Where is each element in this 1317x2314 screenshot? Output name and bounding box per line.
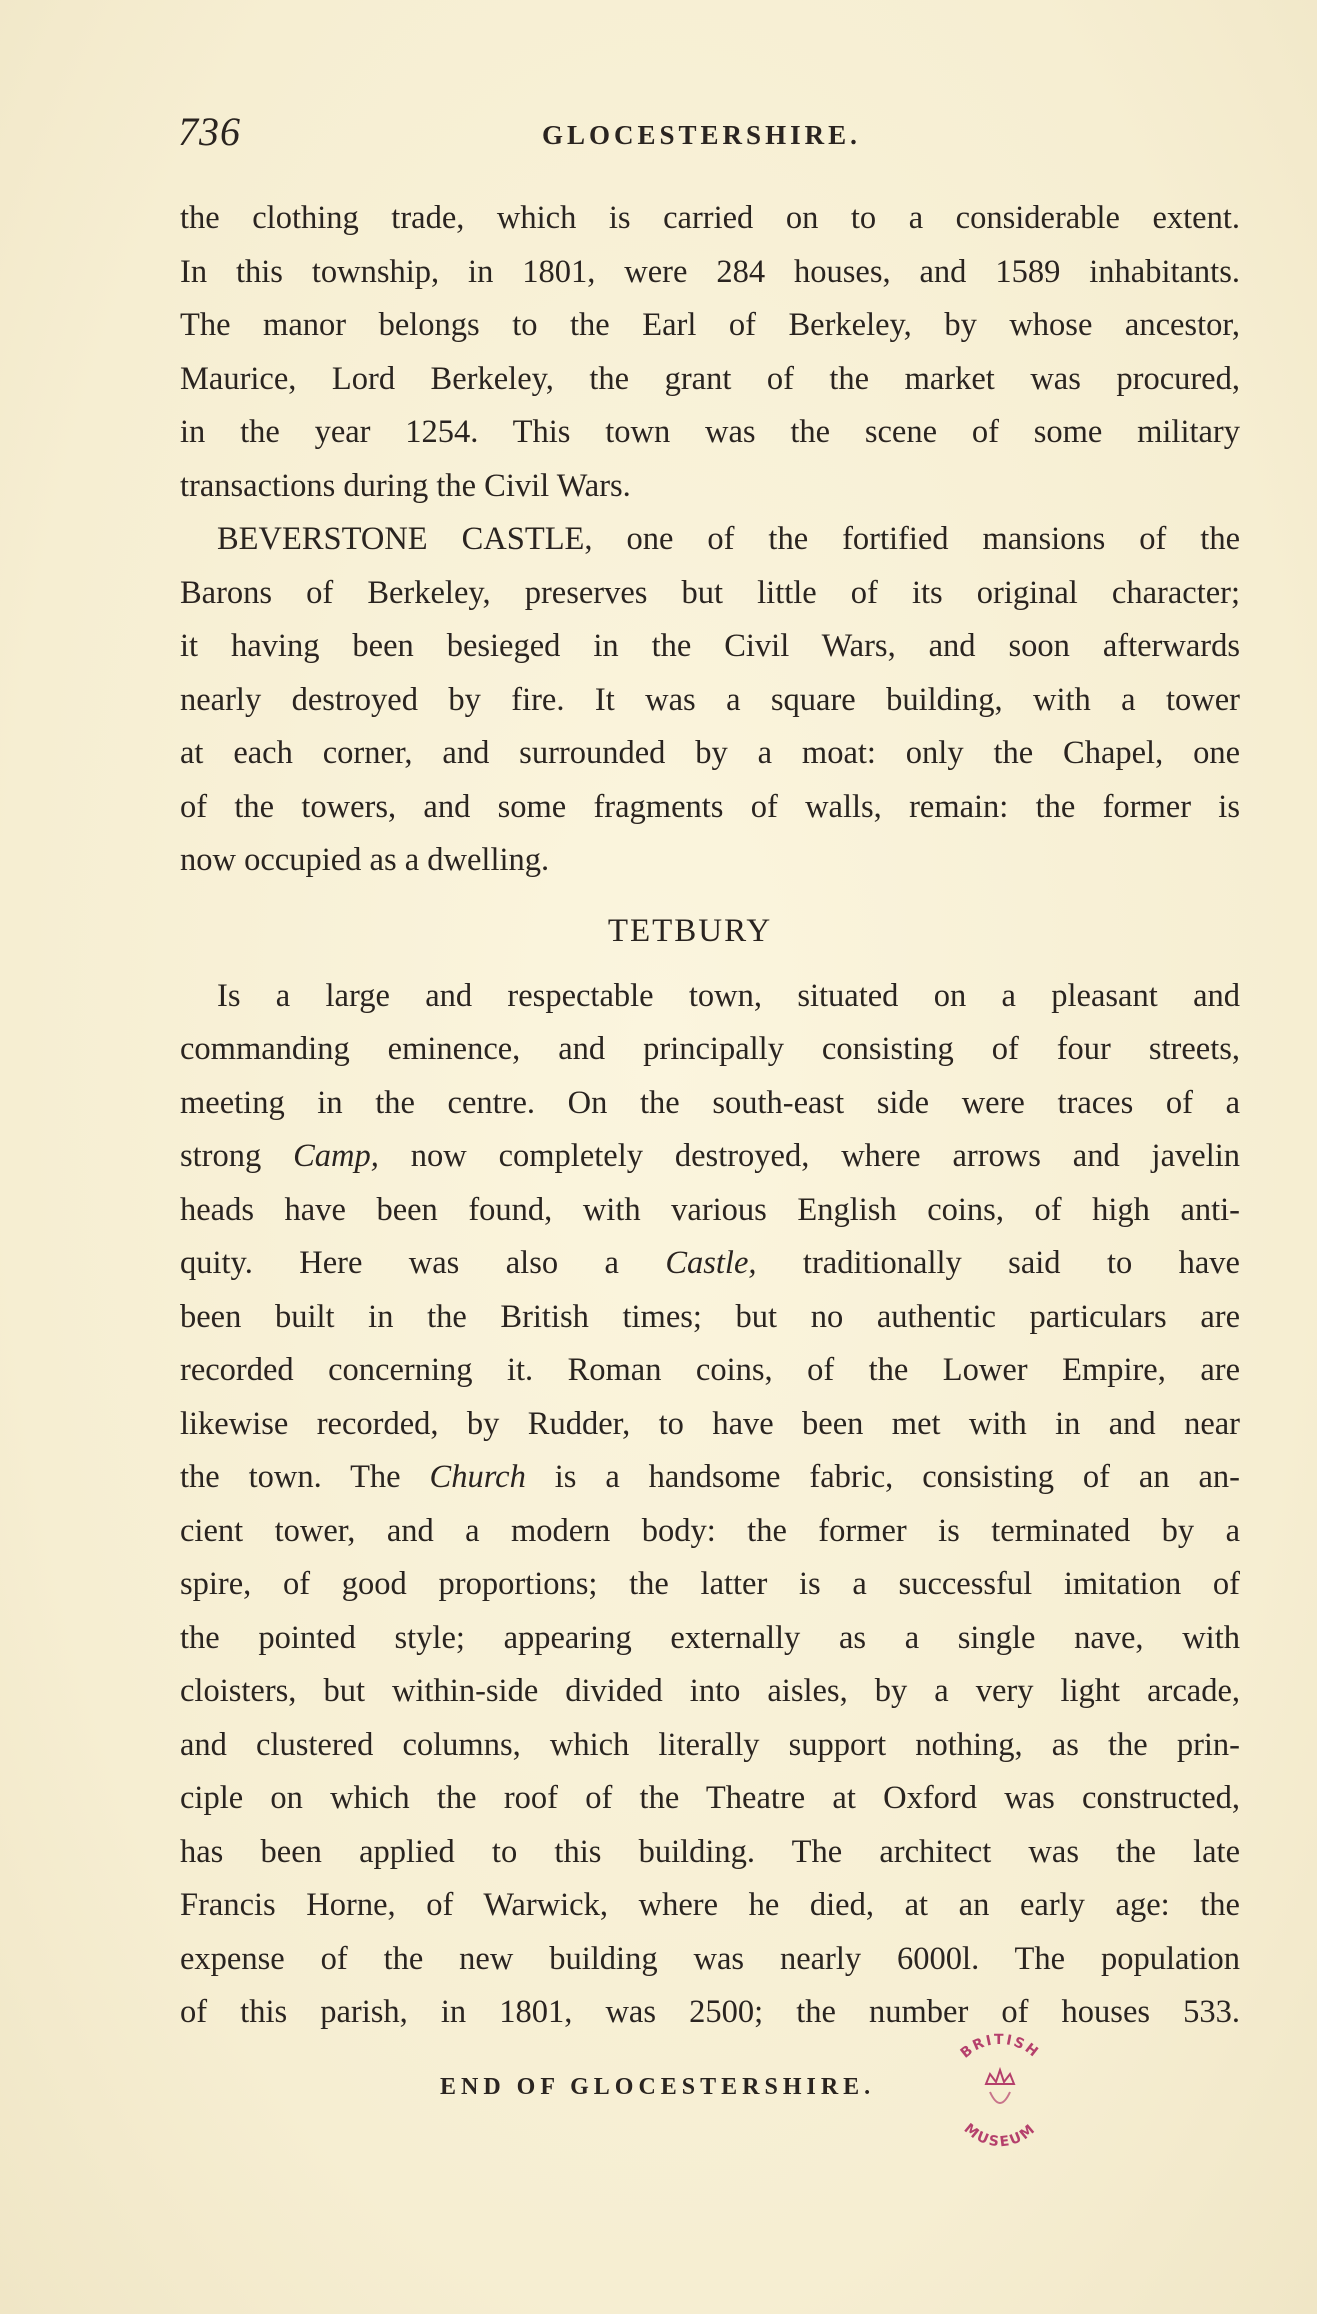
italic-term: Church (429, 1459, 526, 1495)
paragraph-1-line: the clothing trade, which is carried on to a considerable extent. (180, 200, 1240, 236)
end-of-county-label: END OF GLOCESTERSHIRE. (440, 2074, 876, 2100)
text-run: strong (180, 1138, 294, 1174)
text-run: the town. The (180, 1459, 430, 1495)
stamp-bottom-path: MUSEUM (960, 2120, 1040, 2151)
museum-stamp-icon (930, 2022, 1070, 2162)
text-run: traditionally said to have (756, 1245, 1240, 1281)
paragraph-1-line: The manor belongs to the Earl of Berkeley, by whose ancestor, (180, 307, 1240, 343)
paragraph-3-line: meeting in the centre. On the south-east side were traces of a (180, 1084, 1240, 1121)
paragraph-3-line (180, 1130, 1240, 1184)
paragraph-3-line: likewise recorded, by Rudder, to have been met with in and near (180, 1405, 1240, 1442)
stamp-graphic (930, 2022, 1070, 2162)
page-header (178, 108, 1238, 158)
section-heading: TETBURY (607, 912, 773, 949)
paragraph-2-line: now occupied as a dwelling. (180, 842, 550, 878)
paragraph-1-line: transactions during the Civil Wars. (180, 467, 631, 504)
italic-term: Camp, (293, 1138, 379, 1174)
paragraph-3-line (180, 1237, 1240, 1291)
paragraph-2-line: BEVERSTONE CASTLE, one of the fortified mansions of the (217, 521, 1240, 557)
paragraph-3-line: cloisters, but within-side divided into aisles, by a very light arcade, (180, 1673, 1240, 1709)
running-head: GLOCESTERSHIRE. (542, 120, 861, 150)
paragraph-2-line: it having been besieged in the Civil Wars, and soon afterwards (180, 628, 1240, 664)
paragraph-1-line: in the year 1254. This town was the scene of some military (180, 414, 1240, 450)
paragraph-3-line: heads have been found, with various English coins, of high anti- (180, 1191, 1240, 1228)
paragraph-3-line: of this parish, in 1801, was 2500; the number of houses 533. (180, 1994, 1240, 2030)
paragraph-3-line: spire, of good proportions; the latter is a successful imitation of (180, 1566, 1240, 1602)
italic-term: Castle, (665, 1245, 757, 1281)
paragraph-3-line: the pointed style; appearing externally as a single nave, with (180, 1619, 1240, 1656)
text-run: quity. Here was also a (180, 1245, 666, 1281)
paragraph-2-line: at each corner, and surrounded by a moat: only the Chapel, one (180, 735, 1240, 771)
body-text (180, 192, 1240, 2040)
paragraph-2-line: of the towers, and some fragments of walls, remain: the former is (180, 788, 1240, 825)
stamp-top-text (958, 2032, 1043, 2062)
stamp-bottom-text (961, 2121, 1040, 2151)
paragraph-3-line: Is a large and respectable town, situated on a pleasant and (217, 977, 1240, 1014)
paragraph-3-line: cient tower, and a modern body: the former is terminated by a (180, 1512, 1240, 1549)
paragraph-3-line: has been applied to this building. The architect was the late (180, 1833, 1240, 1870)
paragraph-3-line: recorded concerning it. Roman coins, of the Lower Empire, are (180, 1352, 1240, 1388)
stamp-top-path: BRITISH (957, 2031, 1043, 2062)
paragraph-2-line: nearly destroyed by fire. It was a square building, with a tower (180, 681, 1240, 718)
paragraph-3-line: expense of the new building was nearly 6000l. The population (180, 1940, 1240, 1977)
text-run: now completely destroyed, where arrows and javelin (378, 1138, 1240, 1174)
paragraph-3-line (180, 1451, 1240, 1505)
paragraph-3-line: and clustered columns, which literally support nothing, as the prin- (180, 1726, 1240, 1763)
page-number: 736 (178, 109, 241, 154)
paragraph-3-line: Francis Horne, of Warwick, where he died, at an early age: the (180, 1887, 1240, 1923)
paragraph-1-line: In this township, in 1801, were 284 houses, and 1589 inhabitants. (180, 253, 1240, 290)
text-run: is a handsome fabric, consisting of an an- (525, 1459, 1240, 1495)
paragraph-3-line: ciple on which the roof of the Theatre at Oxford was constructed, (180, 1780, 1240, 1816)
paragraph-3-line: commanding eminence, and principally consisting of four streets, (180, 1031, 1240, 1067)
paragraph-1-line: Maurice, Lord Berkeley, the grant of the market was procured, (180, 360, 1240, 397)
paragraph-2-line: Barons of Berkeley, preserves but little of its original character; (180, 574, 1240, 611)
crown-icon (986, 2070, 1014, 2103)
paragraph-3-line: been built in the British times; but no authentic particulars are (180, 1298, 1240, 1335)
